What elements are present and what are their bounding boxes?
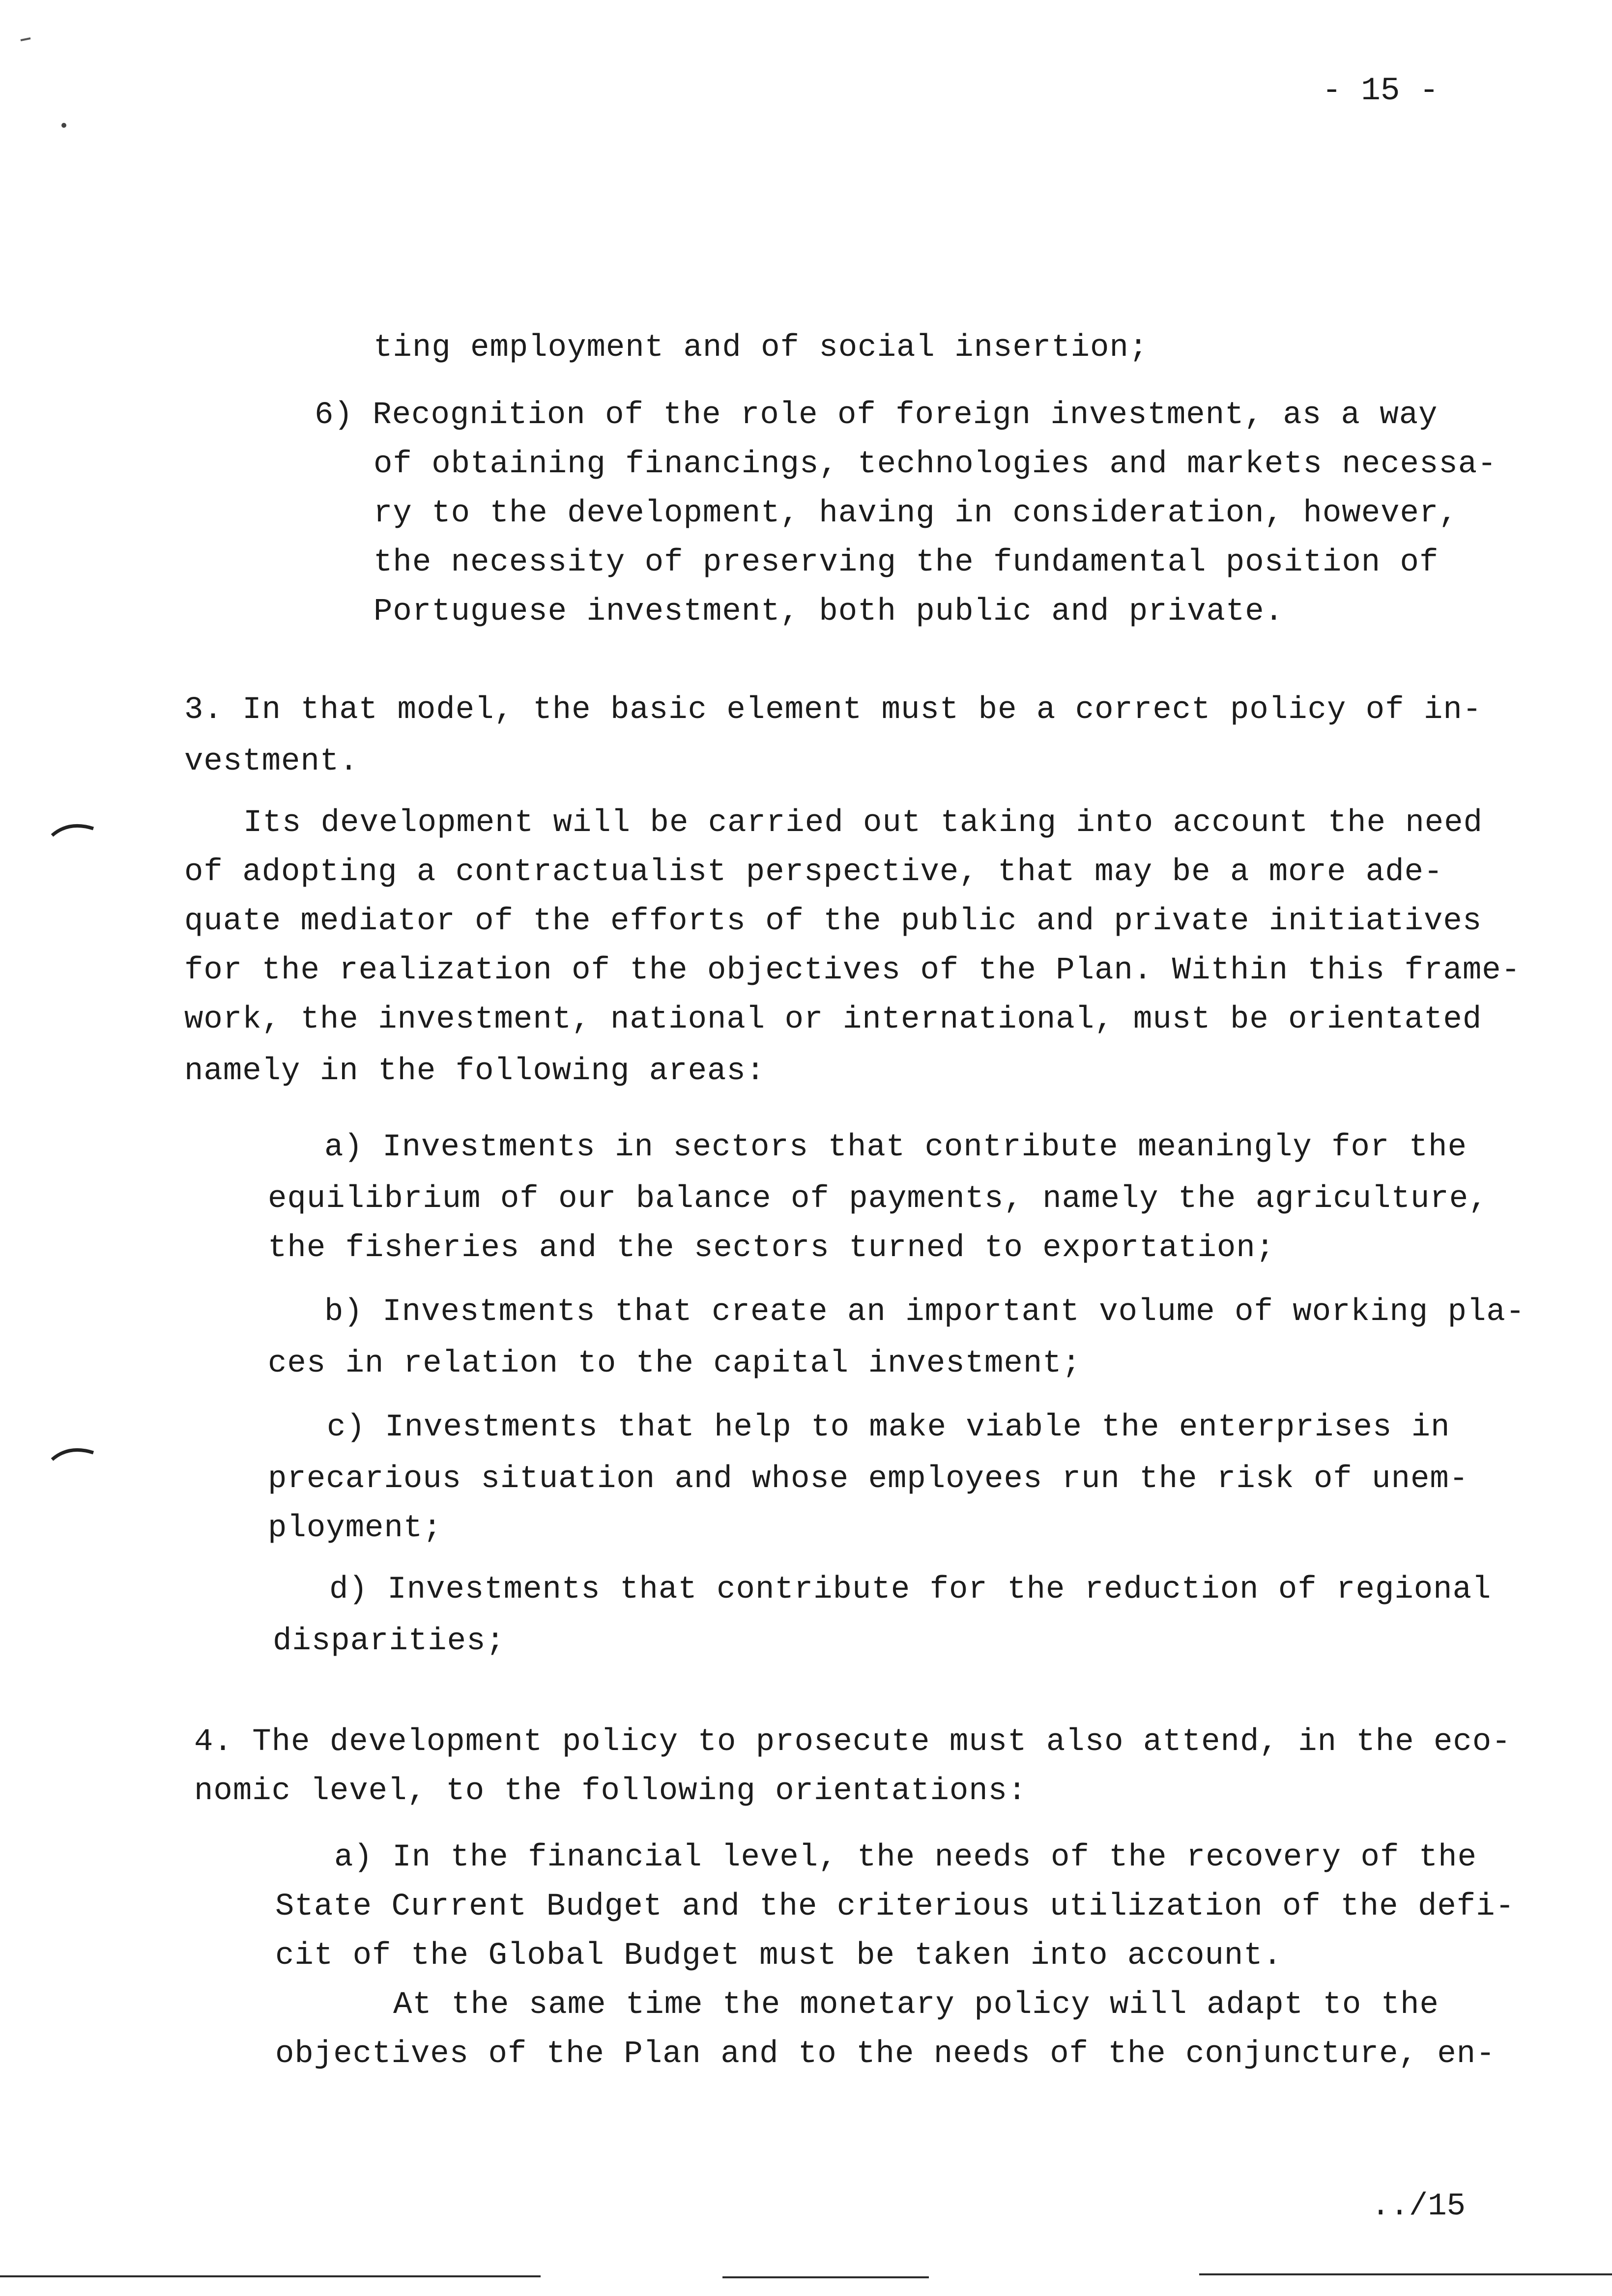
list-b-line-1: b) Investments that create an important volume of working pla- [324, 1294, 1526, 1330]
list-b-line-2: ces in relation to the capital investment; [268, 1346, 1082, 1381]
list-d-line-1: d) Investments that contribute for the reduction of regional [329, 1572, 1492, 1607]
list-d-line-2: disparities; [273, 1624, 505, 1659]
punch-mark-upper [49, 816, 98, 840]
section4-a-para-line-1: At the same time the monetary policy will adapt to the [393, 1987, 1439, 2023]
section3-para-line-2: of adopting a contractualist perspective, that may be a more ade- [184, 855, 1443, 890]
section3-line-1: 3. In that model, the basic element must be a correct policy of in- [184, 692, 1482, 728]
list-a-line-2: equilibrium of our balance of payments, namely the agriculture, [268, 1181, 1488, 1217]
section3-line-2: vestment. [184, 744, 359, 779]
item6-line-1: 6) Recognition of the role of foreign investment, as a way [315, 398, 1438, 433]
section4-a-line-3: cit of the Global Budget must be taken into account. [275, 1938, 1283, 1974]
punch-mark-lower [49, 1440, 98, 1464]
item6-line-2: of obtaining financings, technologies and markets necessa- [374, 447, 1497, 482]
list-a-line-3: the fisheries and the sectors turned to exportation; [268, 1231, 1275, 1266]
list-a-line-1: a) Investments in sectors that contribute meaningly for the [324, 1130, 1467, 1165]
section3-para-line-5: work, the investment, national or international, must be orientated [184, 1002, 1482, 1037]
section3-para-line-1: Its development will be carried out taking into account the need [243, 805, 1483, 841]
item6-line-4: the necessity of preserving the fundamental position of [374, 545, 1439, 580]
section4-line-1: 4. The development policy to prosecute must also attend, in the eco- [194, 1724, 1511, 1760]
section3-para-line-6: namely in the following areas: [184, 1054, 766, 1089]
bottom-rule-right [1199, 2273, 1612, 2275]
bottom-rule-middle [722, 2276, 929, 2278]
list-c-line-1: c) Investments that help to make viable the enterprises in [327, 1410, 1450, 1445]
scan-mark-top [19, 35, 33, 45]
list-c-line-3: ployment; [268, 1511, 442, 1546]
section4-line-2: nomic level, to the following orientations: [194, 1774, 1027, 1809]
item5-continuation: ting employment and of social insertion; [374, 330, 1149, 366]
item6-line-3: ry to the development, having in consideration, however, [374, 496, 1458, 531]
section3-para-line-3: quate mediator of the efforts of the public and private initiatives [184, 904, 1482, 939]
page-number: - 15 - [1322, 72, 1439, 109]
list-c-line-2: precarious situation and whose employees run the risk of unem- [268, 1462, 1469, 1497]
bottom-rule-left [0, 2275, 541, 2277]
section4-a-line-1: a) In the financial level, the needs of the recovery of the [334, 1840, 1477, 1875]
section3-para-line-4: for the realization of the objectives of the Plan. Within this frame- [184, 953, 1521, 988]
item6-line-5: Portuguese investment, both public and private. [374, 594, 1284, 630]
section4-a-para-line-2: objectives of the Plan and to the needs of the conjuncture, en- [275, 2037, 1496, 2072]
section4-a-line-2: State Current Budget and the criterious utilization of the defi- [275, 1889, 1515, 1924]
continuation-marker: ../15 [1371, 2189, 1466, 2224]
scan-mark-dot [59, 120, 69, 130]
